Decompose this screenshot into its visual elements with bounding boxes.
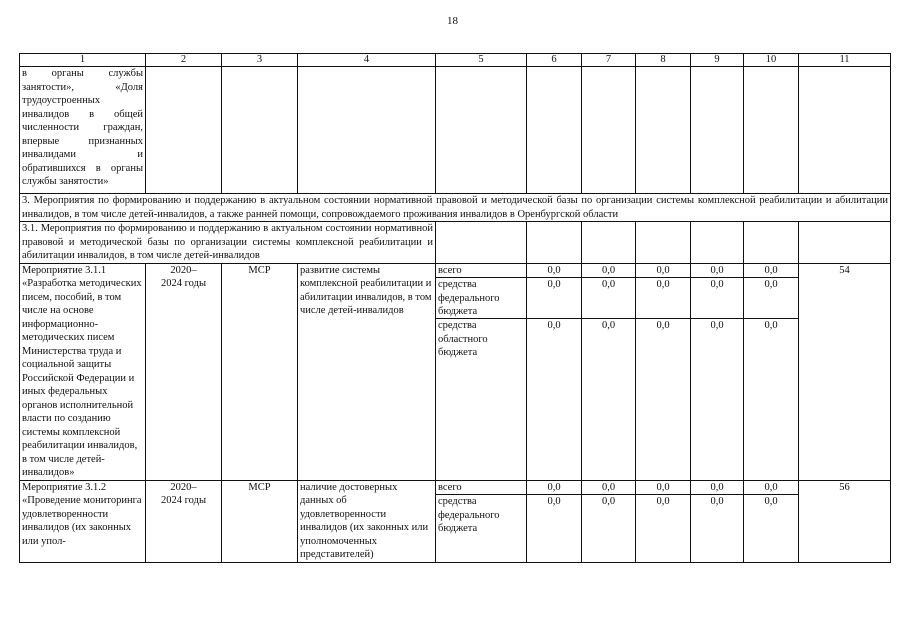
indicator-number: 56 (799, 480, 891, 562)
program-table (19, 53, 891, 563)
funding-source: средства областного бюджета (436, 318, 526, 360)
value: 0,0 (656, 264, 670, 276)
value: 0,0 (764, 481, 778, 493)
value: 0,0 (691, 494, 743, 509)
page-number: 18 (447, 15, 458, 27)
column-number-row (20, 54, 891, 67)
measure-result: наличие достоверных данных об удовлетворенности инвалидов (их законных или уполномоченных представителей) (298, 480, 436, 562)
value: 0,0 (744, 318, 798, 333)
measure-period: 2020– 2024 годы (146, 480, 222, 562)
measure-3-1-1-row (20, 263, 891, 480)
value: 0,0 (636, 277, 690, 318)
indicator-number: 54 (799, 263, 891, 480)
measure-result: развитие системы комплексной реабилитации и абилитации инвалидов, в том числе детей-инвалидов (298, 263, 436, 480)
value: 0,0 (601, 264, 616, 276)
year-values (527, 480, 582, 562)
value: 0,0 (744, 277, 798, 318)
year-values (636, 480, 691, 562)
col-header: 9 (691, 54, 744, 67)
year-values (636, 263, 691, 480)
col-header: 11 (799, 54, 891, 67)
value: 0,0 (636, 494, 690, 509)
value: 0,0 (764, 264, 778, 276)
col-header: 3 (222, 54, 298, 67)
year-values (582, 263, 636, 480)
section-3-row (20, 194, 891, 222)
continuation-text: в органы службы занятости», «Доля трудоустроенных инвалидов в общей численности граждан, впервые признанных инвалидами и обратившихся в органы службы занятости» (20, 67, 146, 194)
year-values (744, 263, 799, 480)
value: 0,0 (527, 494, 581, 509)
continuation-row (20, 67, 891, 194)
col-header: 7 (582, 54, 636, 67)
col-header: 5 (436, 54, 527, 67)
col-header: 8 (636, 54, 691, 67)
value: 0,0 (744, 494, 798, 509)
subsection-3-1-row (20, 222, 891, 264)
funding-source: средства федерального бюджета (436, 277, 526, 318)
col-header: 4 (298, 54, 436, 67)
value: 0,0 (656, 481, 670, 493)
funding-source: всего (438, 264, 462, 276)
funding-source: всего (438, 481, 462, 493)
year-values (582, 480, 636, 562)
funding-sources (436, 480, 527, 562)
value: 0,0 (710, 264, 724, 276)
value: 0,0 (710, 481, 724, 493)
col-header: 10 (744, 54, 799, 67)
value: 0,0 (582, 318, 635, 333)
measure-name: Мероприятие 3.1.1 «Разработка методических писем, пособий, в том числе на основе информационно-методических писем Министерства труда и социальной защиты Российской Федерации и иных федеральных органов исполнительной власти по созданию системы комплексной реабилитации инвалидов, в том числе детей-инвалидов» (20, 263, 146, 480)
measure-executor: МСР (222, 480, 298, 562)
measure-period: 2020– 2024 годы (146, 263, 222, 480)
value: 0,0 (636, 318, 690, 333)
section-3-heading: 3. Мероприятия по формированию и поддержанию в актуальном состоянии нормативной правовой и методической базы по организации системы комплексной реабилитации и абилитации инвалидов, в том числе детей-инвалидов, а также ранней помощи, сопровождаемого проживания инвалидов в Оренбургской области (20, 194, 891, 222)
col-header: 6 (527, 54, 582, 67)
year-values (744, 480, 799, 562)
value: 0,0 (527, 318, 581, 333)
value: 0,0 (582, 494, 635, 509)
subsection-3-1-heading: 3.1. Мероприятия по формированию и поддержанию в актуальном состоянии нормативной правовой и методической базы по организации системы комплексной реабилитации и абилитации инвалидов, в том числе детей-инвалидов (20, 222, 436, 264)
value: 0,0 (527, 277, 581, 318)
value: 0,0 (691, 318, 743, 333)
measure-executor: МСР (222, 263, 298, 480)
measure-3-1-2-row (20, 480, 891, 562)
funding-sources (436, 263, 527, 480)
value: 0,0 (547, 481, 561, 493)
col-header: 1 (20, 54, 146, 67)
year-values (527, 263, 582, 480)
year-values (691, 480, 744, 562)
value: 0,0 (547, 264, 561, 276)
value: 0,0 (601, 481, 616, 493)
measure-name: Мероприятие 3.1.2 «Проведение мониторинга удовлетворенности инвалидов (их законных или упол- (20, 480, 146, 562)
col-header: 2 (146, 54, 222, 67)
value: 0,0 (582, 277, 635, 318)
funding-source: средства федерального бюджета (436, 494, 526, 536)
value: 0,0 (691, 277, 743, 318)
year-values (691, 263, 744, 480)
